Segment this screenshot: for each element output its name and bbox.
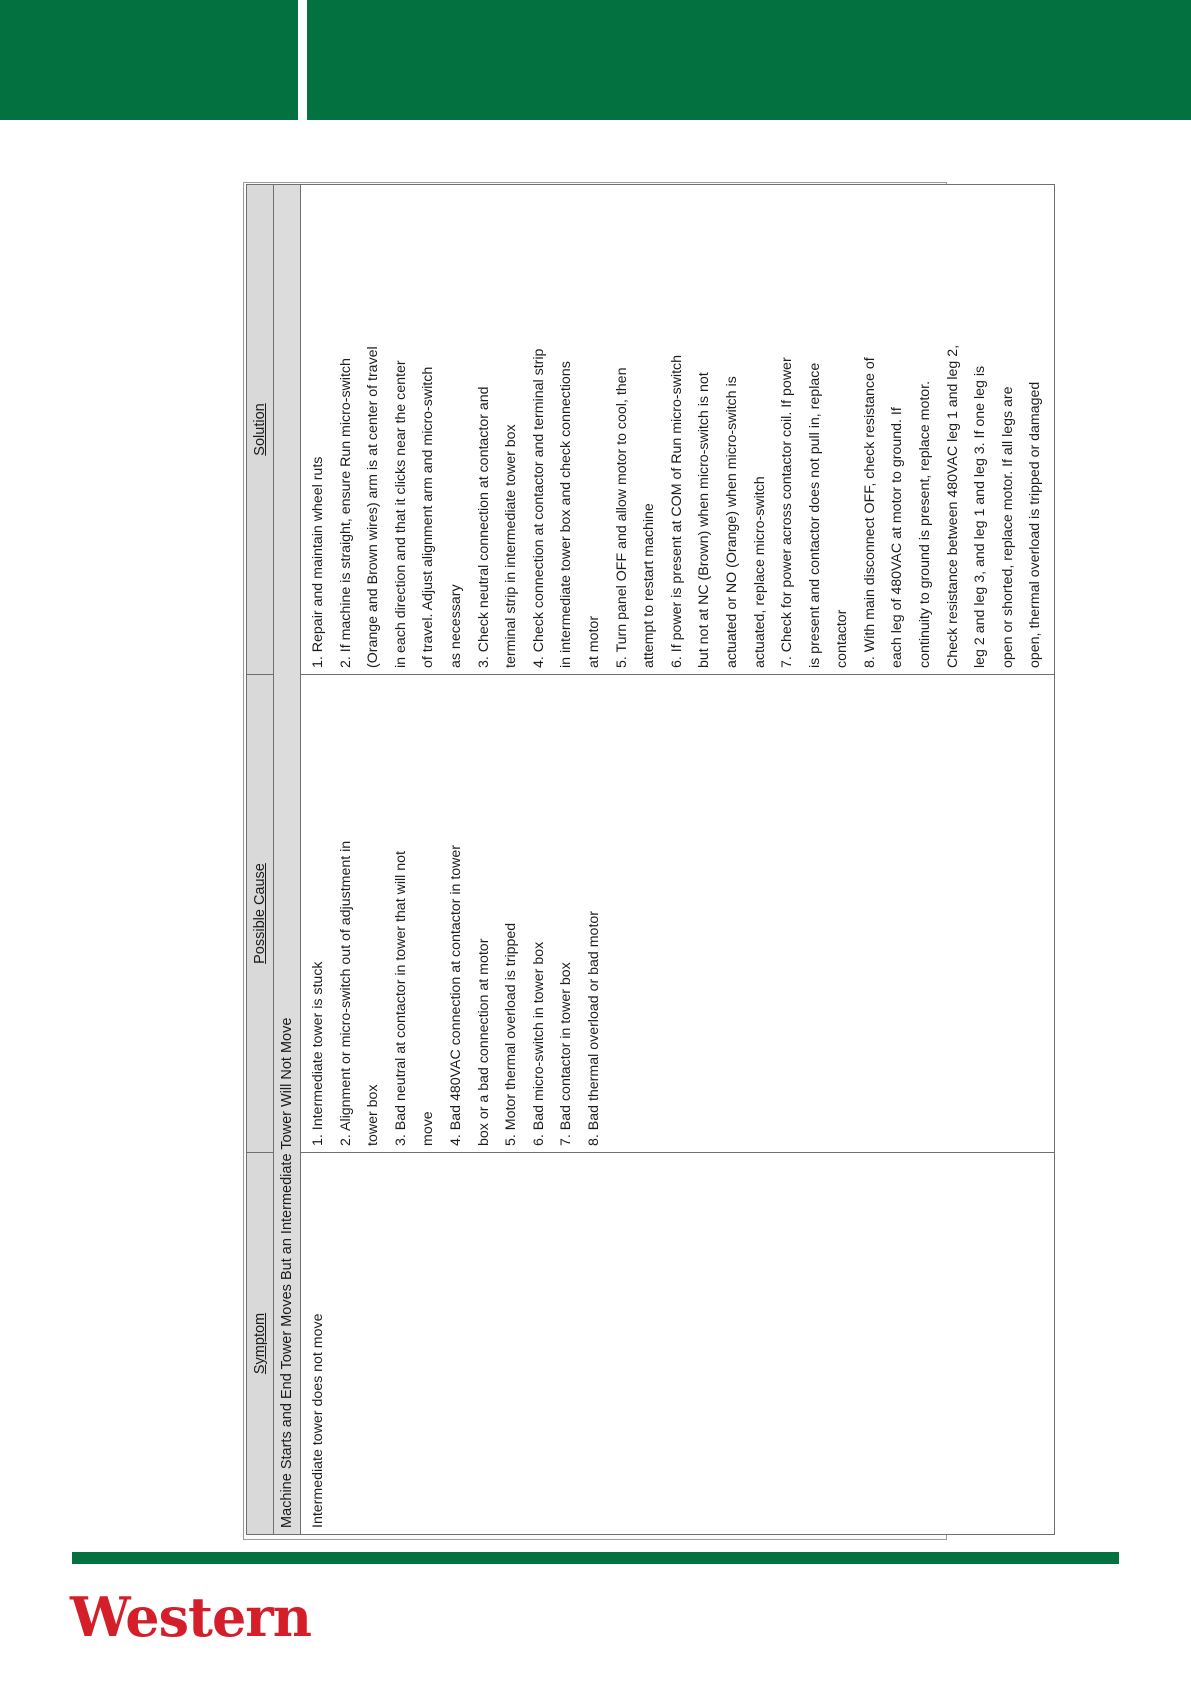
header-band-right: [307, 0, 1191, 120]
header-cause-label: Possible Cause: [252, 863, 268, 964]
solution-line: 7. Check for power across contactor coil. If power: [779, 357, 796, 668]
solution-line: Check resistance between 480VAC leg 1 and leg 2,: [944, 344, 961, 668]
cause-line: 1. Intermediate tower is stuck: [310, 961, 326, 1146]
header-band-left: [0, 0, 298, 120]
solution-line: contactor: [834, 609, 851, 668]
cause-line: 3. Bad neutral at contactor in tower that will not: [392, 851, 409, 1146]
cause-line: 5. Motor thermal overload is tripped: [503, 922, 520, 1146]
cause-line: 6. Bad micro-switch in tower box: [530, 941, 547, 1146]
header-possible-cause: [247, 675, 274, 1153]
solution-line: terminal strip in intermediate tower box: [503, 424, 520, 668]
solution-line: 1. Repair and maintain wheel ruts: [310, 456, 326, 668]
cause-line: 7. Bad contactor in tower box: [558, 962, 575, 1146]
solution-line: each leg of 480VAC at motor to ground. If: [889, 407, 906, 668]
troubleshooting-table-rotated: [246, 185, 1044, 1535]
table-row: [301, 185, 1055, 1535]
solution-line: 3. Check neutral connection at contactor and: [475, 386, 492, 668]
header-symptom: [247, 1153, 274, 1535]
solution-line: of travel. Adjust alignment arm and micro-switch: [420, 366, 437, 668]
section-row: [274, 185, 301, 1535]
solution-line: 6. If power is present at COM of Run micro-switch: [668, 354, 685, 668]
solution-line: 4. Check connection at contactor and terminal strip: [530, 348, 547, 668]
header-solution-label: Solution: [252, 403, 268, 456]
table-header-row: [247, 185, 274, 1535]
symptom-text: Intermediate tower does not move: [310, 1313, 326, 1528]
solution-line: leg 2 and leg 3, and leg 1 and leg 3. If one leg is: [972, 365, 989, 668]
solution-line: (Orange and Brown wires) arm is at center of travel: [365, 346, 382, 668]
solution-line: actuated or NO (Orange) when micro-switch is: [723, 376, 740, 668]
symptom-cell: [301, 1153, 1055, 1535]
solution-line: attempt to restart machine: [641, 503, 658, 668]
solution-line: 2. If machine is straight, ensure Run micro-switch: [337, 358, 354, 668]
solution-line: actuated, replace micro-switch: [751, 476, 768, 668]
solution-cell: [301, 185, 1055, 675]
solution-line: at motor: [585, 615, 602, 668]
solution-line: continuity to ground is present, replace motor.: [917, 380, 934, 668]
solution-line: open or shorted, replace motor. If all legs are: [999, 386, 1016, 668]
solution-line: in intermediate tower box and check connections: [558, 361, 575, 668]
solution-line: 5. Turn panel OFF and allow motor to cool, then: [613, 367, 630, 668]
header-symptom-label: Symptom: [252, 1312, 268, 1375]
cause-line: box or a bad connection at motor: [475, 938, 492, 1146]
solution-line: in each direction and that it clicks near the center: [392, 360, 409, 668]
header-solution: [247, 185, 274, 675]
cause-line: 2. Alignment or micro-switch out of adjustment in: [337, 840, 354, 1146]
cause-line: 8. Bad thermal overload or bad motor: [585, 910, 602, 1146]
western-logo: Western: [70, 1585, 312, 1649]
troubleshooting-table: [246, 184, 1055, 1535]
cause-line: move: [420, 1111, 437, 1146]
cause-line: 4. Bad 480VAC connection at contactor in tower: [447, 844, 464, 1146]
cause-cell: [301, 675, 1055, 1153]
solution-line: 8. With main disconnect OFF, check resistance of: [861, 357, 878, 668]
footer-rule: [72, 1552, 1119, 1564]
solution-line: but not at NC (Brown) when micro-switch is not: [696, 372, 713, 668]
solution-line: open, thermal overload is tripped or damaged: [1027, 381, 1044, 668]
section-title: Machine Starts and End Tower Moves But an Intermediate Tower Will Not Move: [274, 185, 301, 1535]
cause-line: tower box: [365, 1084, 382, 1146]
solution-line: as necessary: [447, 584, 464, 668]
solution-line: is present and contactor does not pull in, replace: [806, 362, 823, 668]
